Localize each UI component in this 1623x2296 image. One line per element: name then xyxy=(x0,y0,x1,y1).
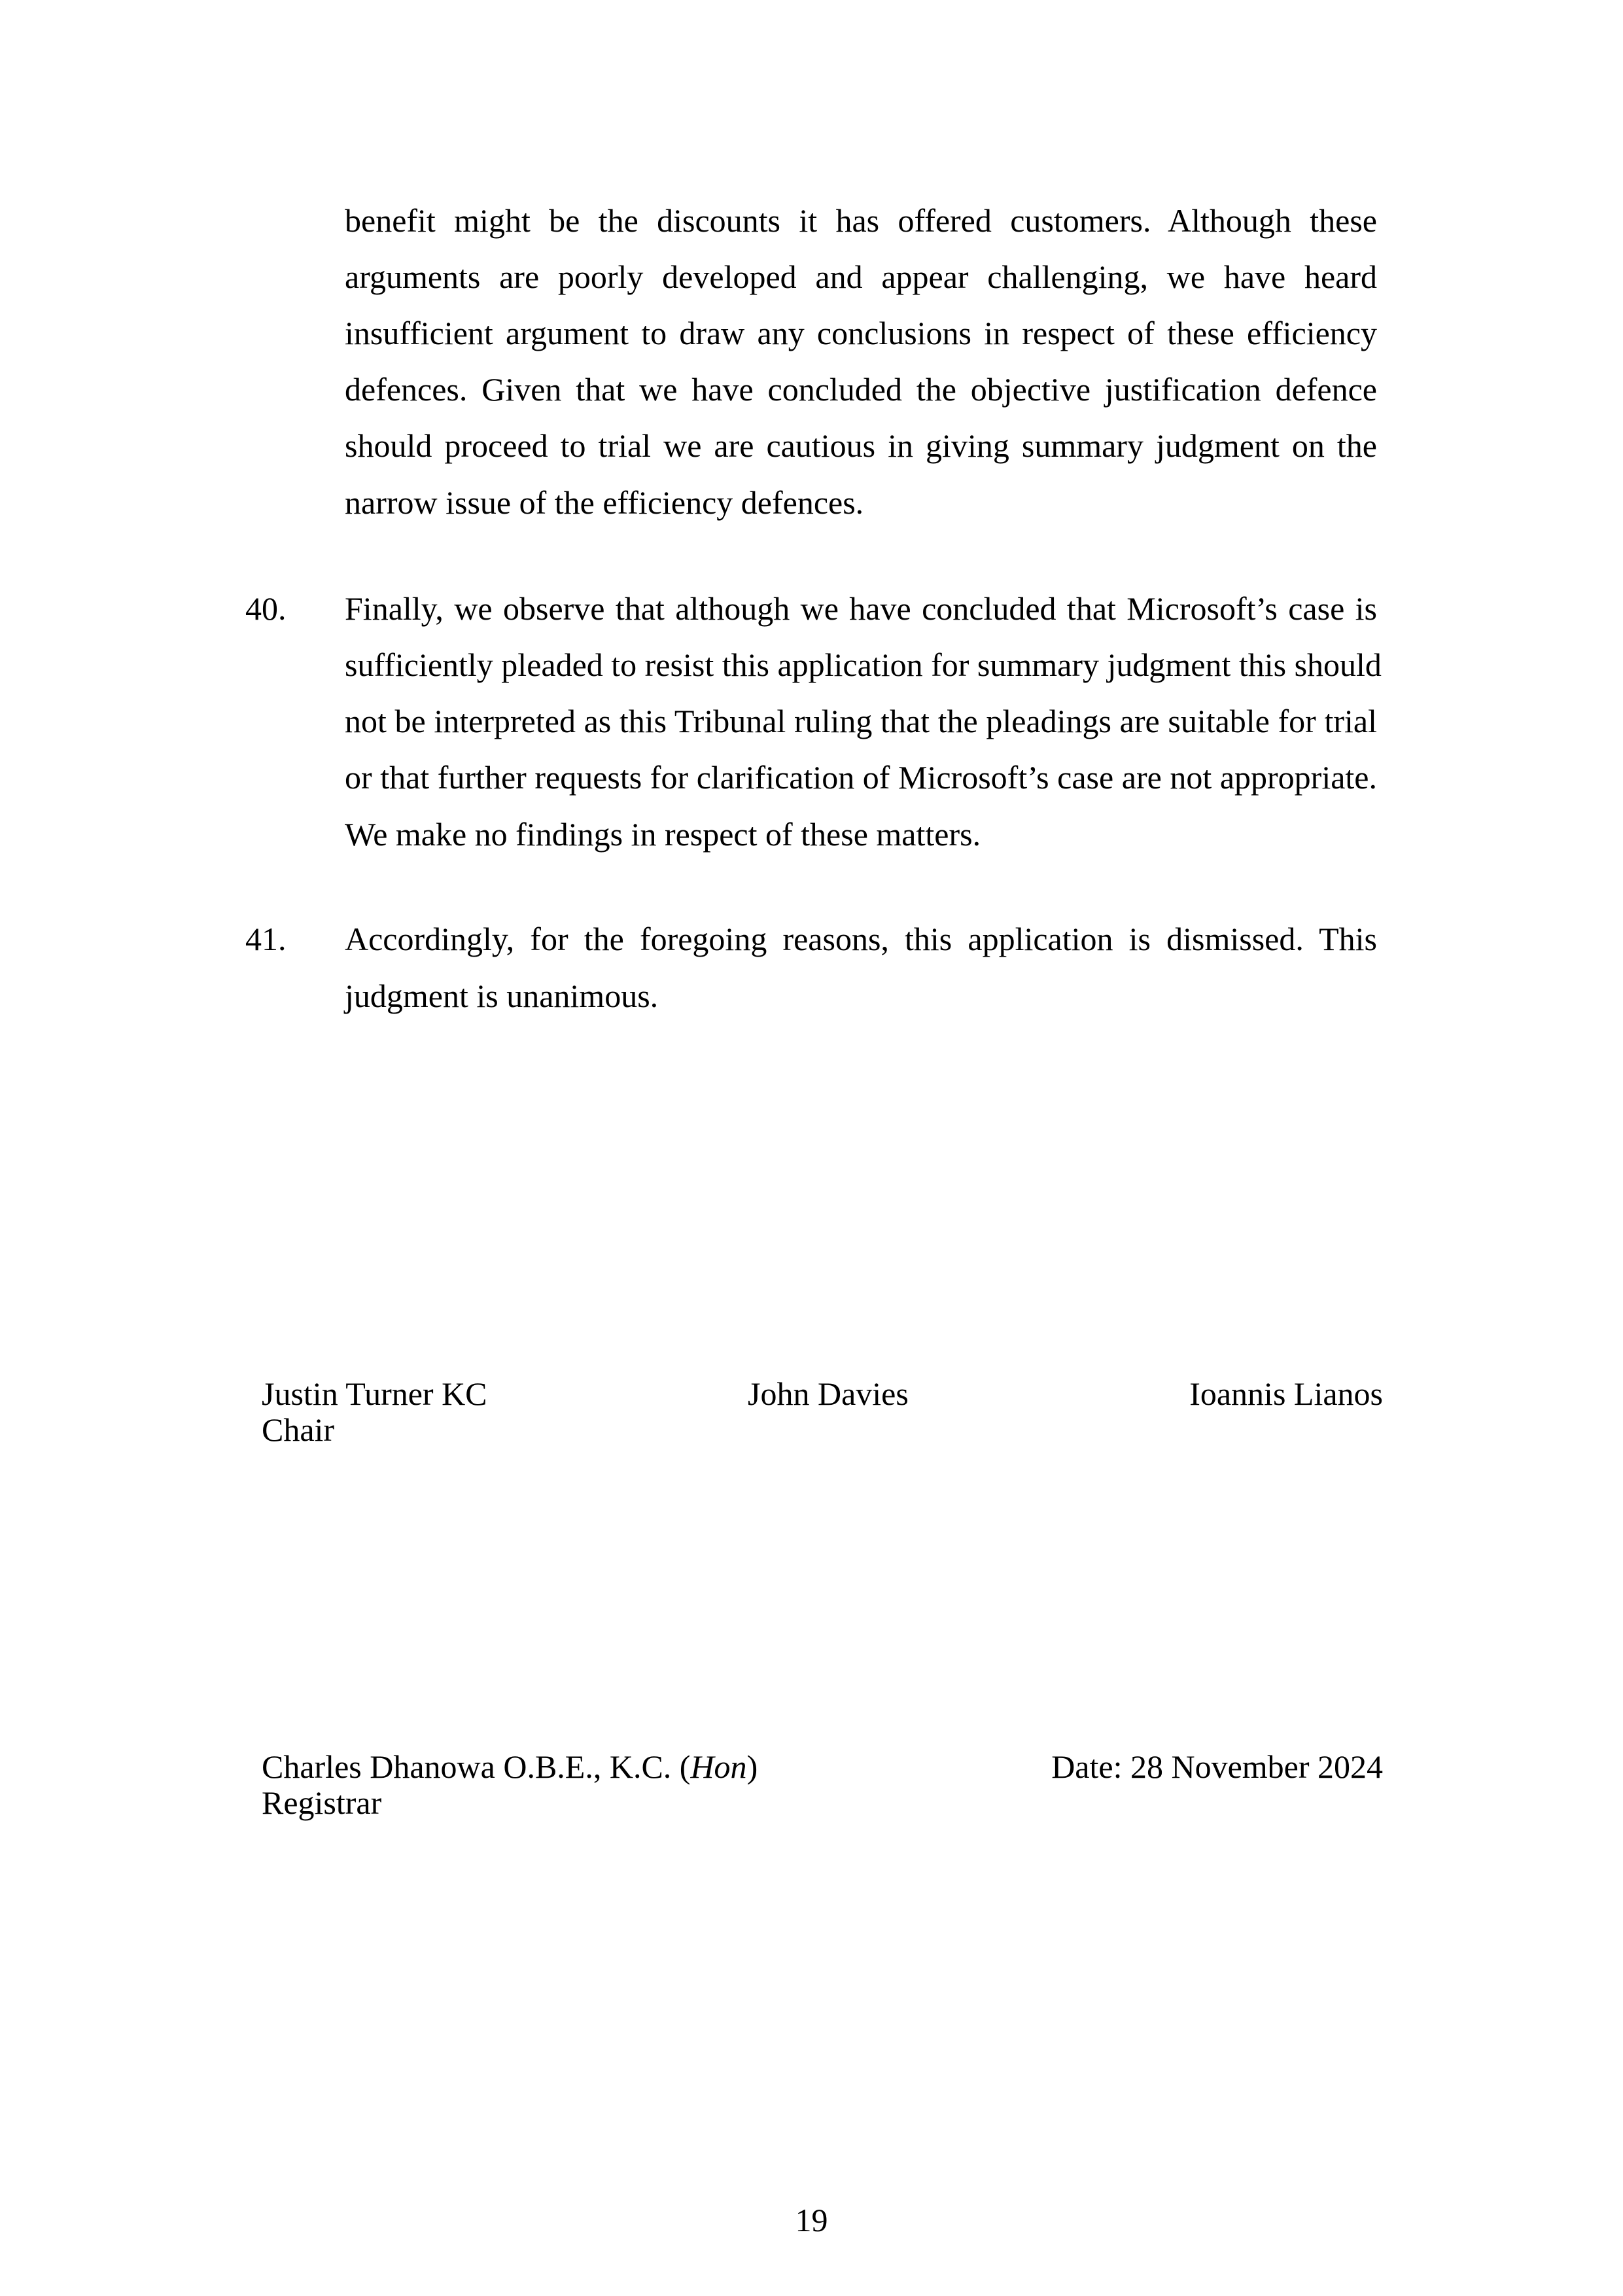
paragraph-line: arguments are poorly developed and appear challenging, we have heard xyxy=(345,258,1377,295)
paragraph-line: defences. Given that we have concluded the objective justification defence xyxy=(345,371,1377,408)
signatory-name-member: Ioannis Lianos xyxy=(1189,1375,1383,1412)
paragraph-line: Accordingly, for the foregoing reasons, this application is dismissed. This xyxy=(345,921,1377,957)
paragraph-line: insufficient argument to draw any conclusions in respect of these efficiency xyxy=(345,315,1377,351)
page-number: 19 xyxy=(795,2202,828,2238)
paragraph-line: judgment is unanimous. xyxy=(345,978,659,1014)
paragraph-line: Finally, we observe that although we have concluded that Microsoft’s case is xyxy=(345,590,1377,627)
paragraph-number: 41. xyxy=(245,921,287,957)
signatory-name-chair: Justin Turner KC xyxy=(262,1375,487,1412)
registrar-name xyxy=(262,1750,758,1783)
paragraph-line: should proceed to trial we are cautious in giving summary judgment on the xyxy=(345,427,1377,464)
paragraph-line: or that further requests for clarification of Microsoft’s case are not appropriate. xyxy=(345,759,1377,796)
registrar-name-suffix: ) xyxy=(746,1748,758,1785)
registrar-role: Registrar xyxy=(262,1784,382,1821)
paragraph-line: narrow issue of the efficiency defences. xyxy=(345,484,864,521)
paragraph-line: benefit might be the discounts it has offered customers. Although these xyxy=(345,202,1377,239)
paragraph-number: 40. xyxy=(245,590,287,627)
signatory-name-member: John Davies xyxy=(748,1375,909,1412)
signatory-role-chair: Chair xyxy=(262,1411,335,1448)
paragraph-line: We make no findings in respect of these matters. xyxy=(345,816,981,853)
registrar-honorific: Hon xyxy=(690,1748,747,1785)
judgment-date: Date: 28 November 2024 xyxy=(1051,1748,1383,1785)
paragraph-line: not be interpreted as this Tribunal ruling that the pleadings are suitable for trial xyxy=(345,703,1377,739)
paragraph-line: sufficiently pleaded to resist this application for summary judgment this should xyxy=(345,646,1382,683)
registrar-name-text: Charles Dhanowa O.B.E., K.C. ( xyxy=(262,1748,691,1785)
